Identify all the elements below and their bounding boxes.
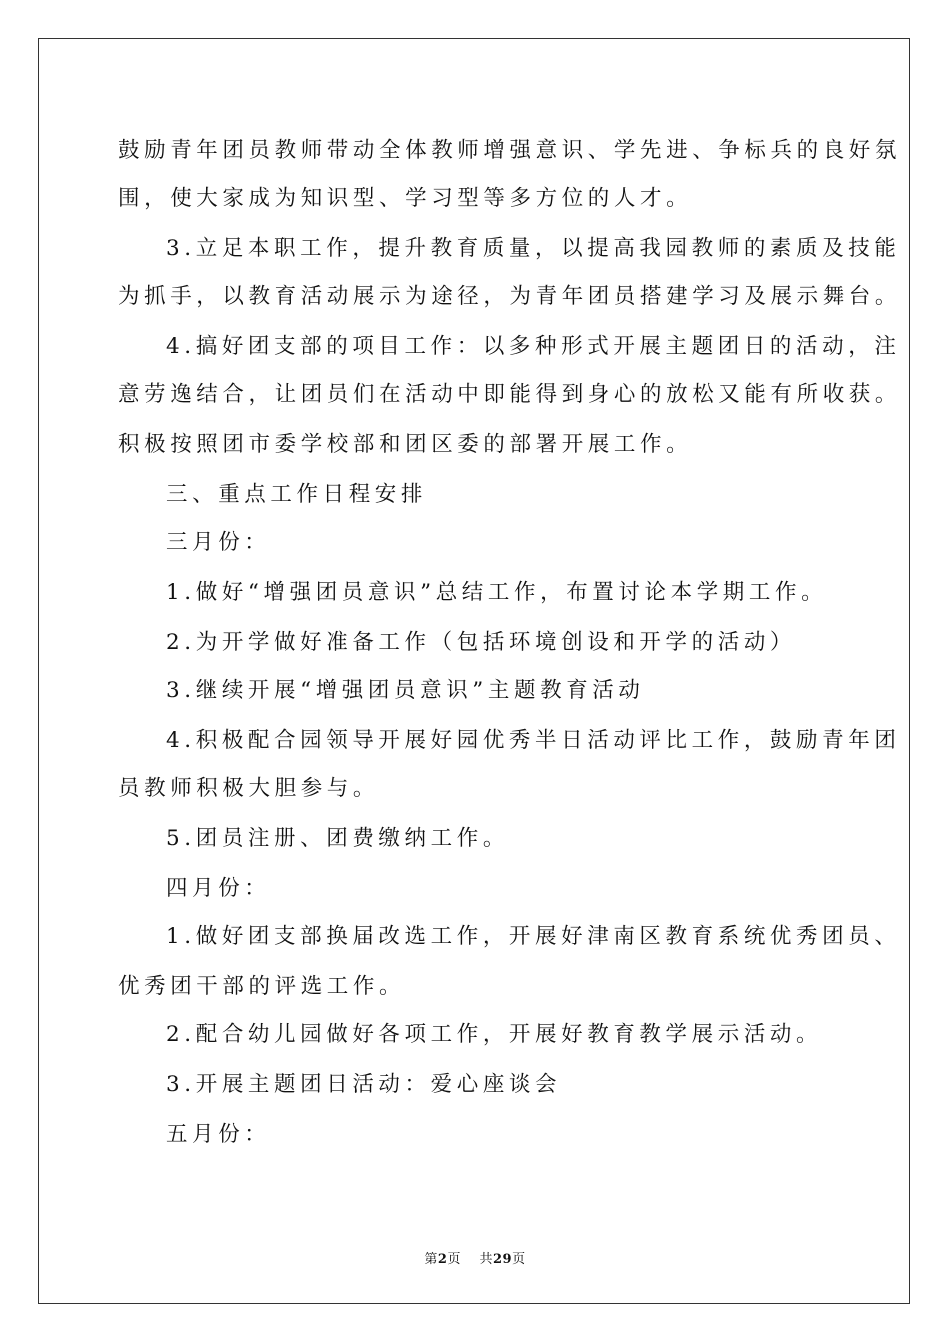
month-heading: 三月份： [166,530,271,555]
section-heading: 三、重点工作日程安排 [166,482,428,507]
month-heading: 四月份： [166,876,271,901]
page-border [38,38,910,1304]
text-line: 为抓手，以教育活动展示为途径，为青年团员搭建学习及展示舞台。 [118,284,902,309]
page-number: 2 [437,1252,448,1267]
month-heading: 五月份： [166,1122,271,1147]
text-line: 意劳逸结合，让团员们在活动中即能得到身心的放松又能有所收获。 [118,382,902,407]
page-label-suffix: 页 [447,1252,461,1267]
list-item: 1.做好团支部换届改选工作，开展好津南区教育系统优秀团员、 [166,924,901,949]
page-footer [0,1248,950,1267]
list-item: 5.团员注册、团费缴纳工作。 [166,826,509,851]
list-item: 3.开展主题团日活动：爱心座谈会 [166,1072,562,1097]
list-item: 3.继续开展“增强团员意识”主题教育活动 [166,678,645,703]
text-line: 围，使大家成为知识型、学习型等多方位的人才。 [118,186,693,211]
list-item: 4.积极配合园领导开展好园优秀半日活动评比工作，鼓励青年团 [166,728,901,753]
text-line: 3.立足本职工作，提升教育质量，以提高我园教师的素质及技能 [166,236,901,261]
page-label-prefix: 第 [424,1252,438,1267]
text-line: 积极按照团市委学校部和团区委的部署开展工作。 [118,432,693,457]
total-label-prefix: 共 [479,1252,493,1267]
list-item: 1.做好“增强团员意识”总结工作，布置讨论本学期工作。 [166,580,828,605]
text-line: 员教师积极大胆参与。 [118,776,380,801]
text-line: 优秀团干部的评选工作。 [118,974,406,999]
total-pages: 29 [493,1252,513,1267]
total-label-suffix: 页 [512,1252,526,1267]
list-item: 2.配合幼儿园做好各项工作，开展好教育教学展示活动。 [166,1022,823,1047]
list-item: 2.为开学做好准备工作（包括环境创设和开学的活动） [166,630,797,655]
text-line: 4.搞好团支部的项目工作：以多种形式开展主题团日的活动，注 [166,334,901,359]
text-line: 鼓励青年团员教师带动全体教师增强意识、学先进、争标兵的良好氛 [118,138,902,163]
